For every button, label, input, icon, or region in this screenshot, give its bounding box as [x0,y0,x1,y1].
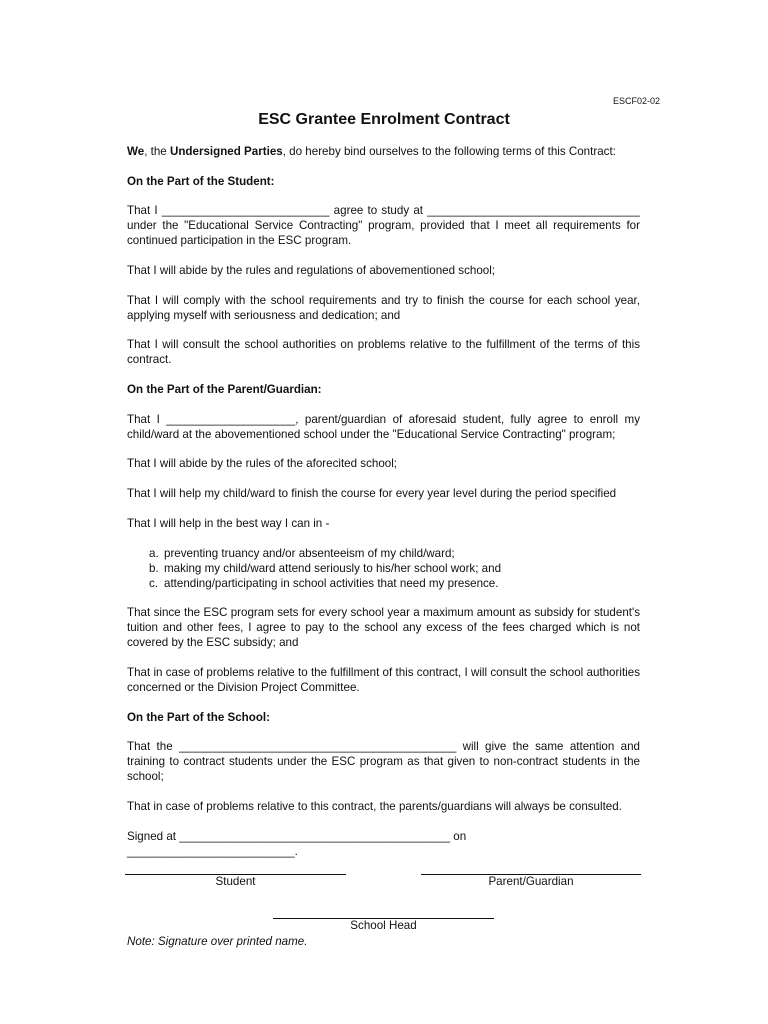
signed-at-line: Signed at __________________________________________ on __________________________. [127,830,467,858]
parent-help-list [149,546,501,591]
student-clause-4: That I will consult the school authorities on problems relative to the fulfillment of the terms of this contract. [127,338,640,366]
parent-clause-5: That since the ESC program sets for every school year a maximum amount as subsidy for student's tuition and other fees, I agree to pay to the school any excess of the fees charged which is not covered by the ESC subsidy; and [127,606,640,649]
school-head-signature-label: School Head [350,919,417,932]
student-clause-2: That I will abide by the rules and regulations of abovementioned school; [127,264,496,277]
school-clause-1: That the ___________________________________________ will give the same attention and training to contract students under the ESC program as that given to non-contract students in the school; [127,740,640,783]
list-item [149,561,501,576]
intro-rest: , do hereby bind ourselves to the following terms of this Contract: [282,145,616,158]
list-item [149,546,501,561]
intro-the: , the [144,145,170,158]
parent-clause-6: That in case of problems relative to the fulfillment of this contract, I will consult the school authorities concerned or the Division Project Committee. [127,666,640,694]
school-clause-2: That in case of problems relative to this contract, the parents/guardians will always be consulted. [127,800,622,813]
list-item [149,576,501,591]
parent-clause-2: That I will abide by the rules of the aforecited school; [127,457,398,470]
student-heading: On the Part of the Student: [127,175,275,188]
list-marker: a. [149,547,159,560]
parent-signature-label: Parent/Guardian [488,875,574,888]
student-clause-1-line1: That I __________________________ agree to study at _________________________________ [127,204,640,217]
intro-we: We [127,145,145,158]
parent-heading: On the Part of the Parent/Guardian: [127,383,322,396]
document-code: ESCF02-02 [612,96,660,106]
parent-clause-3: That I will help my child/ward to finish the course for every year level during the period specified [127,487,617,500]
list-text: making my child/ward attend seriously to his/her school work; and [164,562,502,575]
student-clause-1: under the "Educational Service Contracting" program, provided that I meet all requirements for continued participation in the ESC program. [127,219,640,247]
signature-note: Note: Signature over printed name. [127,935,308,948]
student-signature-label: Student [215,875,256,888]
list-text: preventing truancy and/or absenteeism of my child/ward; [164,547,455,560]
page-title: ESC Grantee Enrolment Contract [258,111,510,128]
parent-clause-4: That I will help in the best way I can in - [127,517,330,530]
parent-clause-1: That I ____________________, parent/guardian of aforesaid student, fully agree to enroll my child/ward at the abovementioned school under the "Educational Service Contracting" program; [127,413,640,441]
student-clause-3: That I will comply with the school requirements and try to finish the course for each school year, applying myself with seriousness and dedication; and [127,294,640,322]
intro-parties: Undersigned Parties [169,145,283,158]
list-text: attending/participating in school activities that need my presence. [164,577,499,590]
school-heading: On the Part of the School: [127,711,270,724]
list-marker: b. [149,562,159,575]
list-marker: c. [149,577,159,590]
intro-paragraph [127,144,640,159]
